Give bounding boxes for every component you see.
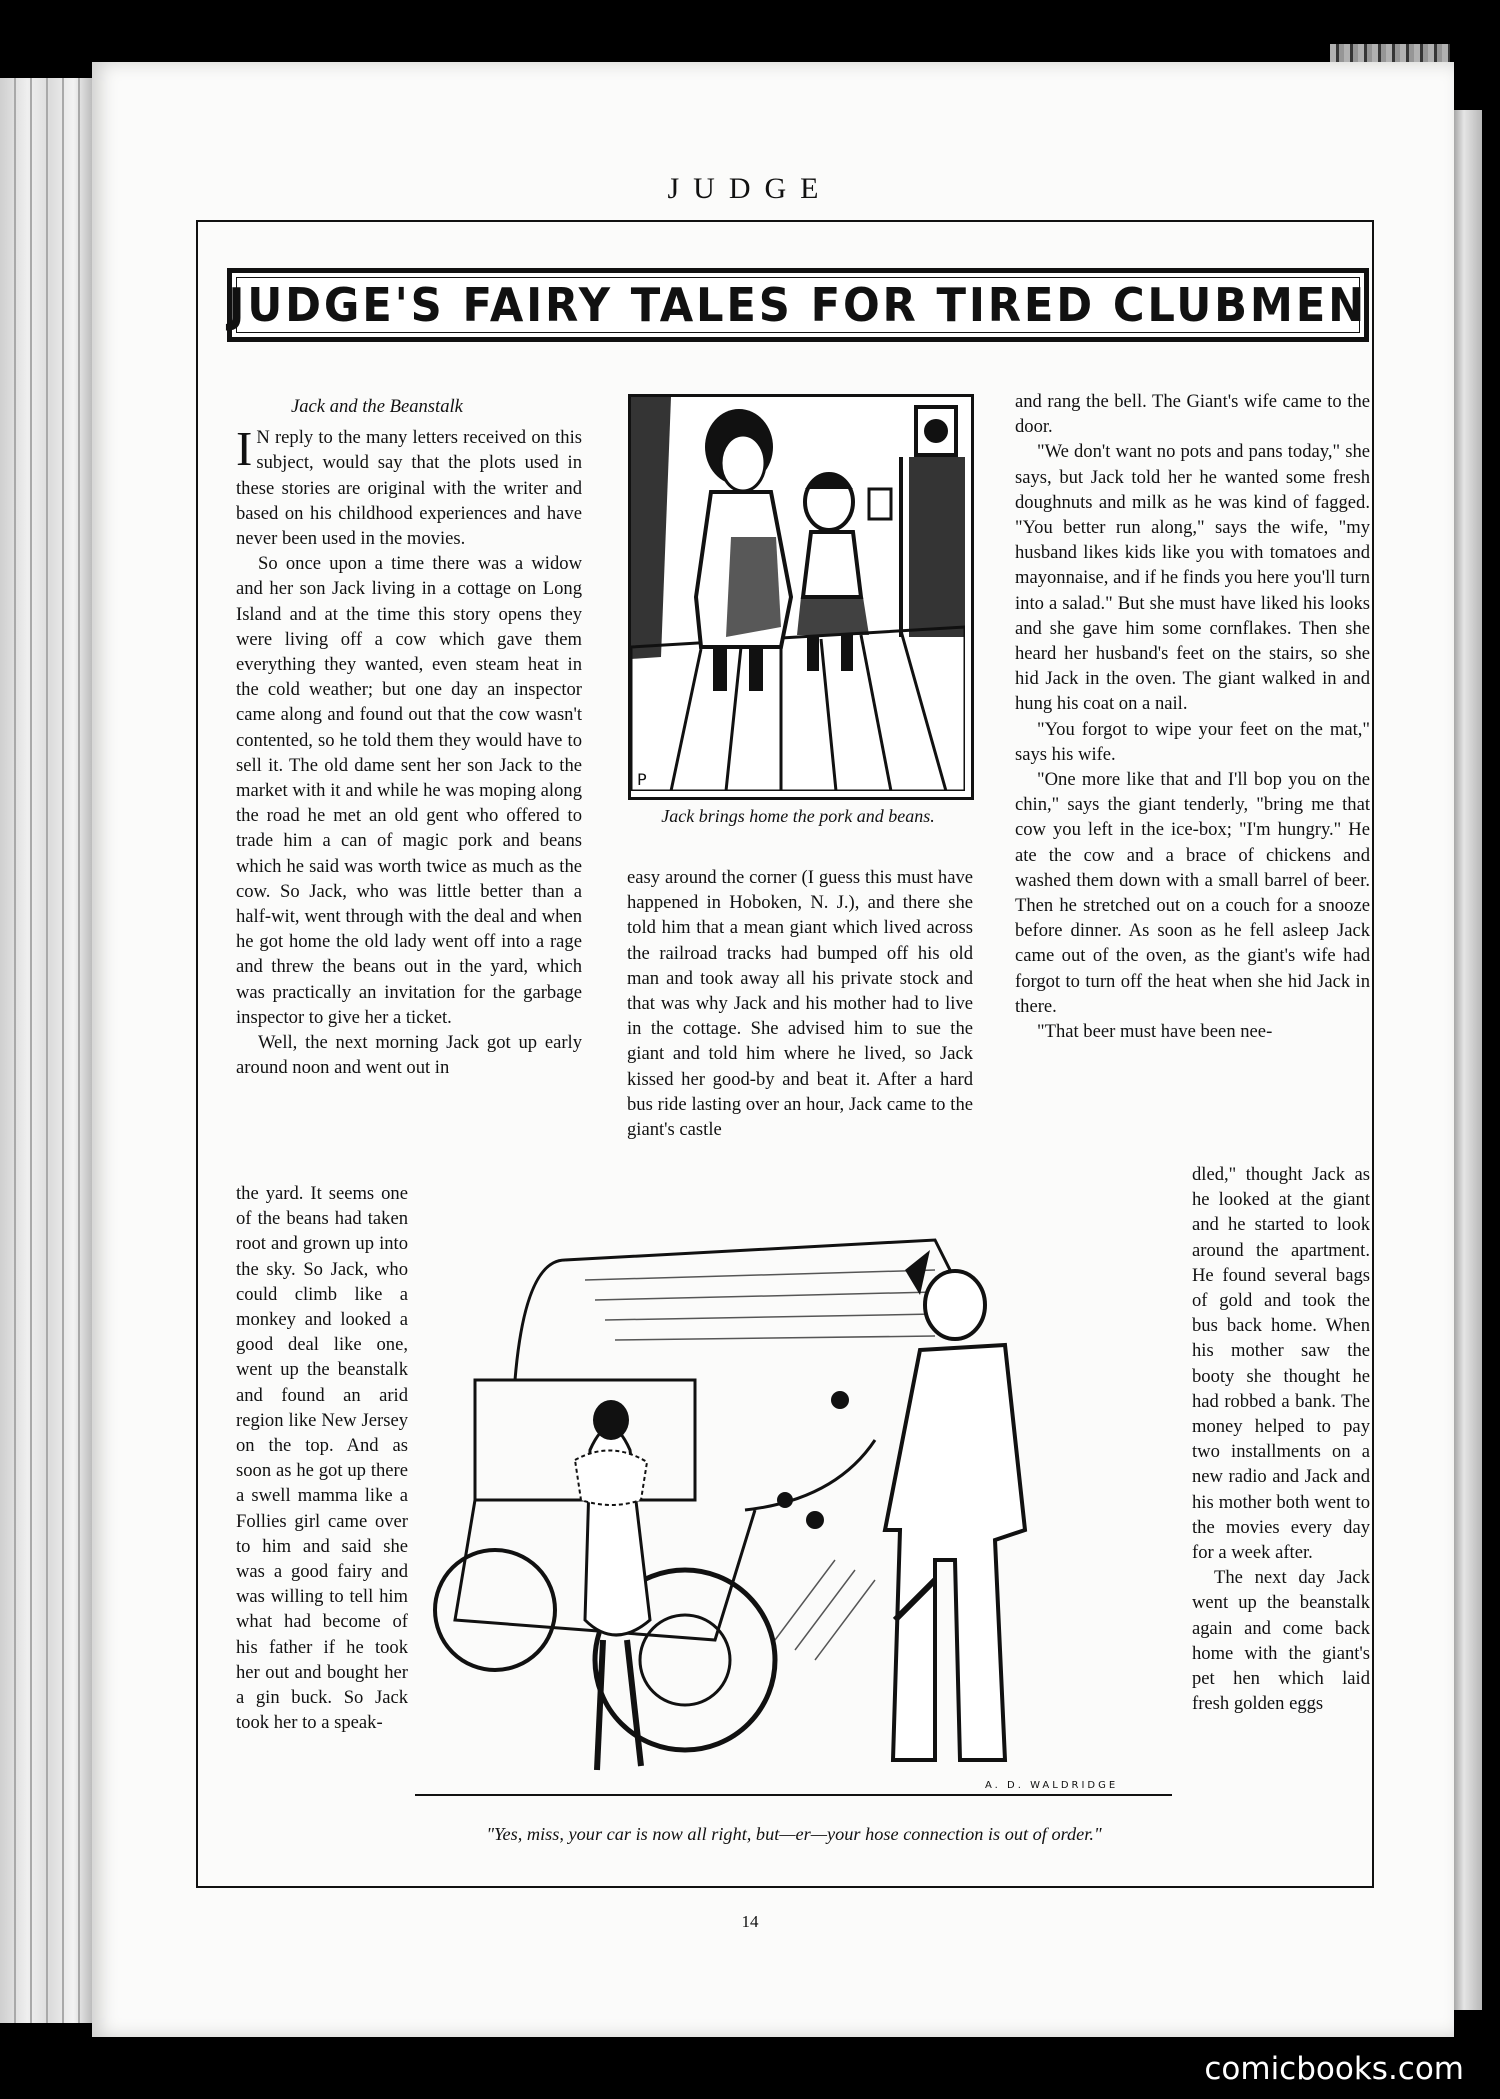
woodcut-drawing — [631, 397, 965, 791]
woodcut-caption: Jack brings home the pork and beans. — [661, 806, 935, 826]
banner-title: JUDGE'S FAIRY TALES FOR TIRED CLUBMEN — [228, 278, 1368, 332]
title-banner — [227, 268, 1369, 342]
car-illustration — [415, 1200, 1172, 1798]
paragraph: "We don't want no pots and pans today," she says, but Jack told her he wanted some fresh doughnuts and milk as he was kind of fagged. "You better run along," says the wife, "my husband likes kids like you with tomatoes and mayonnaise, and if he finds you here you'll turn into a salad." But she must have liked his looks and she gave him some cornflakes. Then she heard her husband's feet on the stairs, so she hid Jack in the oven. The giant walked in and hung his coat on a nail. — [1015, 441, 1370, 715]
column-1 — [236, 394, 582, 1080]
paragraph: "One more like that and I'll bop you on the chin," says the giant tenderly, "bring me that cow you left in the ice-box; "I'm hungry." He ate the cow and a brace of chickens and washed them down with a small barrel of beer. Then he stretched out on a couch for a snooze before dinner. As soon as he fell asleep Jack came out of the oven, as the giant's wife had forgot to turn off the heat when she hid Jack in there. — [1015, 769, 1370, 1017]
car-caption: "Yes, miss, your car is now all right, but—er—your hose connection is out of order." — [486, 1824, 1102, 1844]
column-1-narrow — [236, 1181, 408, 1735]
paragraph: The next day Jack went up the beanstalk again and come back home with the giant's pet hen which laid fresh golden eggs — [1192, 1567, 1370, 1715]
column-3-narrow — [1192, 1162, 1370, 1716]
woodcut-illustration — [628, 394, 974, 800]
paragraph — [236, 421, 582, 551]
paragraph: and rang the bell. The Giant's wife came to the door. — [1015, 391, 1370, 438]
paragraph: the yard. It seems one of the beans had taken root and grown up into the sky. So Jack, who could climb like a monkey and looked a good deal like one, went up the beanstalk and found an arid region like New Jersey on the top. And as soon as he got up there a swell mamma like a Follies girl came over to him and said she was a good fairy and was willing to tell him what had become of his father if he took her out and bought her a gin buck. So Jack took her to a speak- — [236, 1183, 408, 1734]
story-subtitle: Jack and the Beanstalk — [291, 396, 463, 417]
column-3 — [1015, 389, 1370, 1044]
paragraph: dled," thought Jack as he looked at the giant and he started to look around the apartment. He found several bags of gold and took the bus back home. When his mother saw the booty she thought he had robbed a bank. The money helped to pay two installments on a new radio and Jack and his mother both went to the movies every day for a week after. — [1192, 1164, 1370, 1564]
svg-text:P: P — [637, 770, 647, 789]
car-drawing — [415, 1200, 1172, 1798]
paragraph: easy around the corner (I guess this must have happened in Hoboken, N. J.), and there she told him that a mean giant which lived across the railroad tracks had bumped off his old man and took away all his private stock and that was why Jack and his mother had to live in the cottage. She advised him to sue the giant and told him where he lived, so Jack kissed her good-by and beat it. After a hard bus ride lasting over an hour, Jack came to the giant's castle — [627, 867, 973, 1141]
column-2 — [627, 865, 973, 1142]
paragraph-text: N reply to the many letters received on this subject, would say that the plots used in these stories are original with the writer and based on his childhood experiences and have never been used in the movies. — [236, 427, 582, 550]
paragraph: So once upon a time there was a widow and her son Jack living in a cottage on Long Island and at the time this story opens they were living off a cow which gave them everything they wanted, even steam heat in the cold weather; but one day an inspector came along and found out that the cow wasn't contented, so he told them they would have to sell it. The old dame sent her son Jack to the market with it and while he was moping along the road he met an old gent who offered to trade him a can of magic pork and beans which he said was worth twice as much as the cow. So Jack, who was little better than a half-wit, went through with the deal and when he got home the old lady went off into a rage and threw the beans out in the yard, which was practically an invitation for the garbage inspector to give her a ticket. — [236, 553, 582, 1028]
paragraph: "That beer must have been nee- — [1037, 1021, 1273, 1043]
page-number: 14 — [741, 1912, 759, 1931]
drop-cap: I — [236, 421, 253, 477]
watermark: comicbooks.com — [1204, 2051, 1464, 2087]
book-right-edge — [1452, 110, 1482, 2010]
running-head: JUDGE — [667, 172, 833, 205]
artist-signature: A. D. WALDRIDGE — [985, 1780, 1119, 1791]
paragraph: "You forgot to wipe your feet on the mat," says his wife. — [1015, 718, 1370, 765]
paragraph: Well, the next morning Jack got up early around noon and went out in — [236, 1032, 582, 1079]
book-page-edges — [0, 78, 92, 2023]
